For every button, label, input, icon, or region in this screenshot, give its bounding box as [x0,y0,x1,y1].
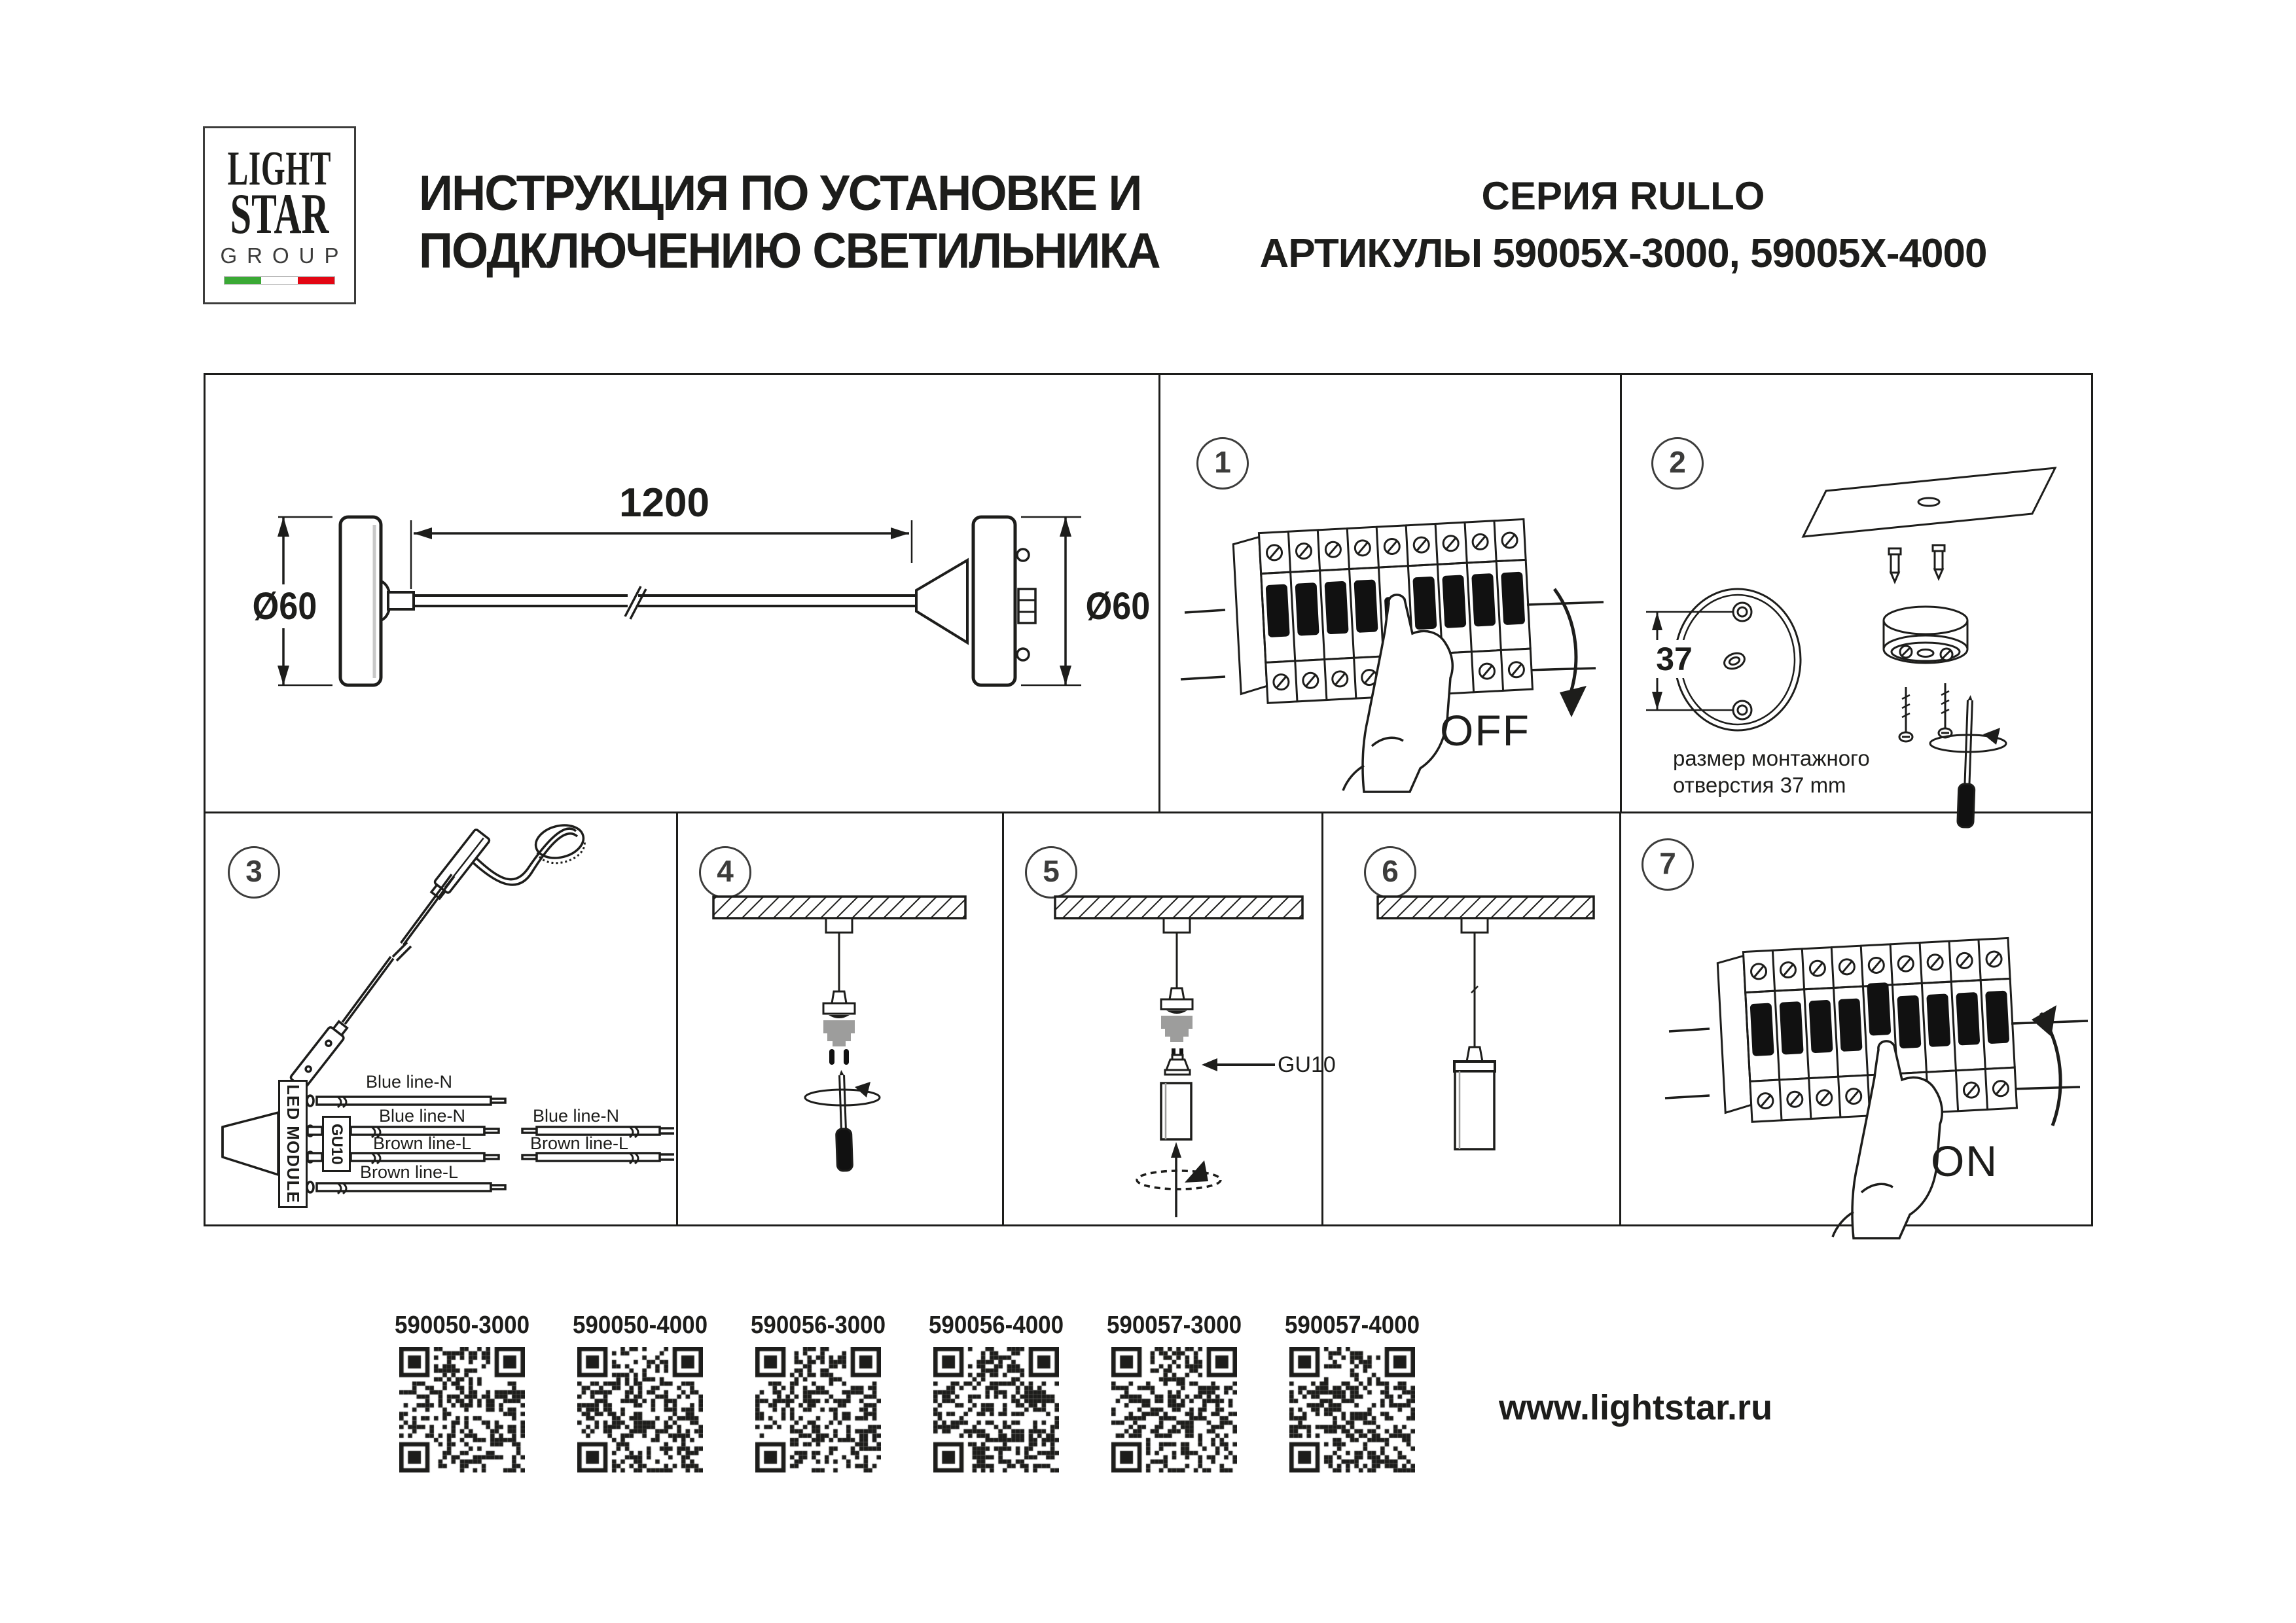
gu10-box [322,1116,351,1172]
diameter-left-label: Ø60 [249,584,320,628]
step-6-badge: 6 [1364,846,1416,899]
wire-label-mid-brown: Brown line-L [372,1133,472,1153]
step-1-badge: 1 [1196,437,1249,490]
series-header [1237,168,2009,283]
qr-code-4 [1111,1347,1237,1472]
diameter-right-label: Ø60 [1083,584,1153,628]
qr-label-3: 590056-4000 [928,1311,1064,1339]
hole-dimension-label: 37 [1647,640,1702,678]
off-label: OFF [1440,706,1530,755]
flag-red [298,277,334,284]
assembled-pendant-drawing [1348,887,1613,1214]
gu10-box-label: GU10 [328,1123,346,1165]
title-line-1: ИНСТРУКЦИЯ ПО УСТАНОВКЕ И [419,166,1141,221]
step-2-badge: 2 [1651,437,1704,490]
qr-code-3 [933,1347,1059,1472]
logo-light-text: LIGHT [227,142,332,196]
logo-star-text: STAR [230,183,329,246]
qr-label-1: 590050-4000 [572,1311,708,1339]
qr-label-0: 590050-3000 [394,1311,530,1339]
bulb-install-drawing [1014,887,1319,1221]
qr-code-5 [1289,1347,1415,1472]
qr-label-5: 590057-4000 [1284,1311,1420,1339]
page-title [419,165,1165,280]
lightstar-logo [203,126,356,304]
italian-flag-stripe [224,276,335,285]
step-4-badge: 4 [699,846,751,899]
wire-label-right-brown: Brown line-L [529,1133,629,1153]
hole-size-caption [1673,745,1870,798]
qr-label-4: 590057-3000 [1106,1311,1242,1339]
wire-label-right-blue: Blue line-N [532,1106,620,1126]
flag-white [261,277,298,284]
caption-line-2: отверстия 37 mm [1673,773,1846,797]
series-articles: АРТИКУЛЫ 59005X-3000, 59005X-4000 [1259,231,1987,276]
led-module-label: LED MODULE [283,1084,303,1204]
lamp-dimension-drawing [204,373,1158,812]
led-module-box [278,1080,308,1208]
flag-green [224,277,261,284]
title-line-2: ПОДКЛЮЧЕНИЮ СВЕТИЛЬНИКА [419,223,1160,279]
pendant-install-drawing [694,887,982,1214]
wire-label-top: Blue line-N [365,1072,453,1092]
caption-line-1: размер монтажного [1673,746,1870,770]
step-5-badge: 5 [1025,846,1077,899]
website-url: www.lightstar.ru [1499,1388,1773,1427]
wire-label-mid-blue: Blue line-N [378,1106,466,1126]
step-3-badge: 3 [228,846,280,899]
step-7-badge: 7 [1641,838,1694,891]
on-label: ON [1931,1137,1998,1185]
length-dimension-label: 1200 [609,480,720,526]
bulb-type-label: GU10 [1278,1052,1336,1077]
series-name: СЕРИЯ RULLO [1481,174,1765,218]
qr-code-1 [577,1347,703,1472]
wire-label-bottom: Brown line-L [359,1162,459,1182]
logo-group-text: GROUP [220,243,349,268]
qr-code-2 [755,1347,881,1472]
qr-code-0 [399,1347,525,1472]
qr-label-2: 590056-3000 [750,1311,886,1339]
